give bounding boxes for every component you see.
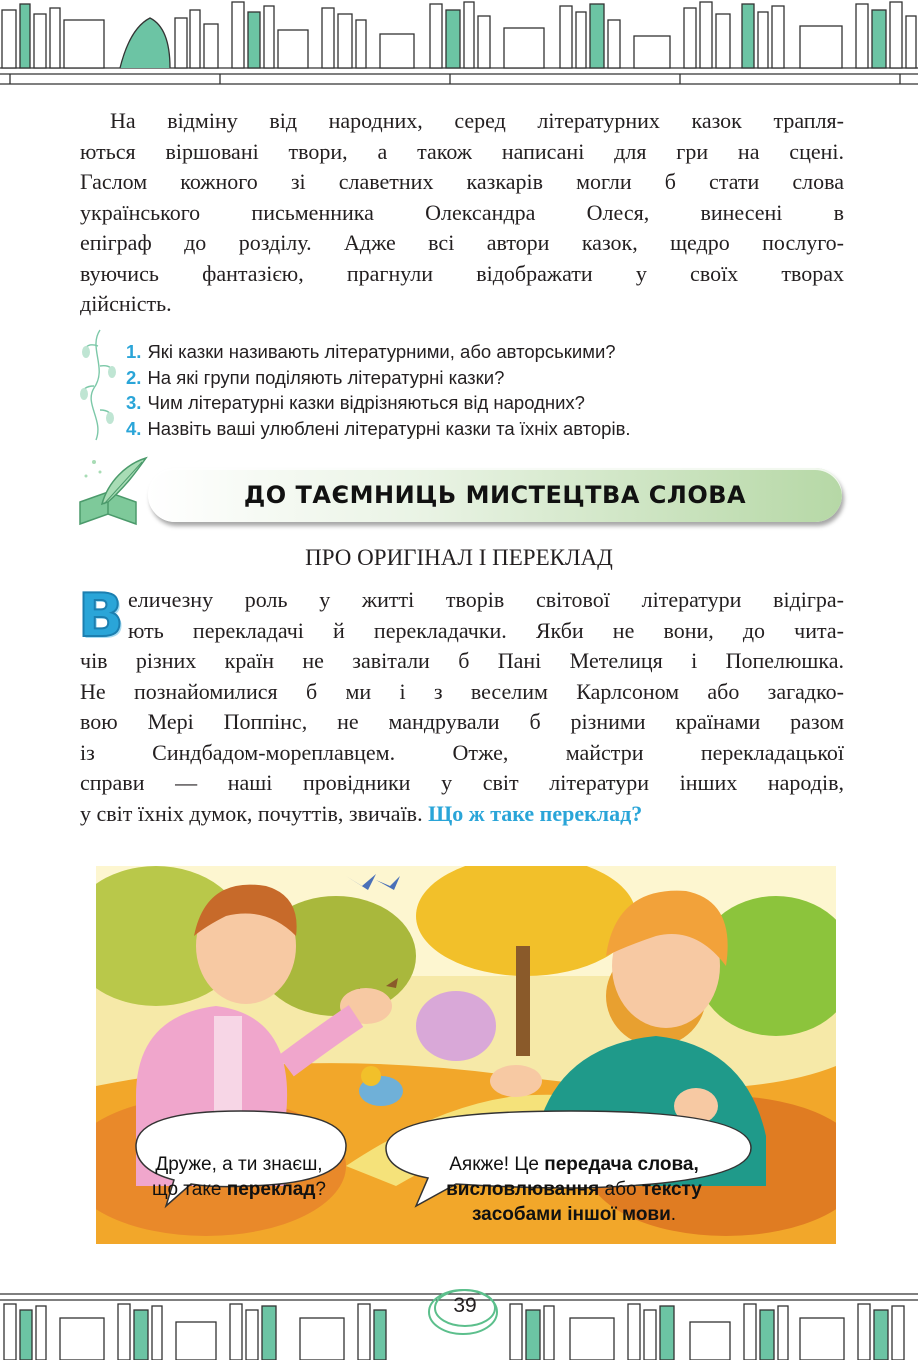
- bubble-text: .: [670, 1204, 677, 1225]
- question-item: [126, 416, 631, 442]
- text-plain: у світ їхніх думок, почуттів, звичаїв.: [80, 800, 429, 826]
- text-line: із Синдбадом-мореплавцем. Отже, майстри перекладацької: [80, 739, 844, 765]
- text-line: епіграф до розділу. Адже всі автори казок, щедро послуго-: [80, 230, 844, 255]
- speech-bubble-left: [132, 1152, 346, 1202]
- text-line: еличезну роль у житті творів світової літератури відігра-: [128, 587, 844, 612]
- bubble-line: Друже, а ти знаєш,: [155, 1154, 323, 1175]
- bubble-text: Аякже! Це: [449, 1154, 545, 1175]
- bubble-line: [132, 1177, 346, 1202]
- page-number: 39: [453, 1294, 477, 1317]
- quill-book-icon: [74, 452, 152, 532]
- speech-bubble-right: [406, 1152, 742, 1227]
- question-text: На які групи поділяють літературні казки?: [147, 366, 505, 388]
- question-number: 2.: [126, 366, 142, 388]
- text-line: чів різних країн не завітали б Пані Метелиця і Попелюшка.: [80, 648, 844, 673]
- question-text: Назвіть ваші улюблені літературні казки та їхніх авторів.: [147, 417, 631, 439]
- intro-paragraph: [80, 106, 844, 320]
- question-number: 4.: [126, 417, 142, 439]
- drop-cap: В: [78, 581, 124, 651]
- bubble-bold-text: переклад: [226, 1179, 316, 1200]
- bubble-bold-text: висловлювання: [446, 1179, 600, 1200]
- text-line: [80, 799, 844, 830]
- text-line: справи — наші провідники у світ літератури інших народів,: [80, 770, 844, 795]
- bubble-bold-text: тексту: [641, 1179, 702, 1200]
- text-line: дійсність.: [80, 291, 172, 316]
- top-bookshelf-decoration: [0, 0, 918, 92]
- question-text: Чим літературні казки відрізняються від народних?: [147, 392, 585, 413]
- text-line: вуючись фантазією, прагнули відображати у своїх творах: [80, 260, 844, 286]
- questions-list: [126, 339, 631, 441]
- bookshelf-illustration: [0, 0, 918, 92]
- highlighted-question: Що ж таке переклад?: [428, 800, 643, 826]
- question-item: [126, 339, 631, 365]
- text-line: Не познайомилися б ми і з веселим Карлсоном або загадко-: [80, 678, 844, 704]
- text-line: вою Мері Поппінс, не мандрували б різними країнами разом: [80, 709, 844, 734]
- main-paragraph: [78, 581, 844, 829]
- question-item: [126, 365, 631, 391]
- text-line: На відміну від народних, серед літературних казок трапля-: [110, 108, 844, 133]
- question-number: 1.: [126, 341, 142, 362]
- question-text: Які казки називають літературними, або авторськими?: [147, 341, 616, 362]
- vine-ornament-icon: [78, 328, 118, 443]
- section-banner: [148, 468, 842, 522]
- bubble-bold-text: засобами іншої мови: [471, 1204, 671, 1225]
- text-line: ються віршовані твори, а також написані для гри на сцені.: [80, 138, 844, 164]
- bubble-text: або: [599, 1179, 642, 1200]
- bubble-line: [406, 1152, 742, 1177]
- bubble-line: [406, 1202, 742, 1227]
- text-line: Гаслом кожного зі славетних казкарів могли б стати слова: [80, 169, 844, 194]
- bubble-line: [406, 1177, 742, 1202]
- question-number: 3.: [126, 392, 142, 413]
- bubble-bold-text: передача слова,: [544, 1154, 699, 1175]
- bubble-text: що таке: [152, 1179, 227, 1200]
- question-item: [126, 390, 631, 416]
- text-line: українського письменника Олександра Олеся, винесені в: [80, 199, 844, 225]
- bubble-text: ?: [315, 1179, 326, 1200]
- banner-title: ДО ТАЄМНИЦЬ МИСТЕЦТВА СЛОВА: [243, 481, 747, 509]
- section-title: ПРО ОРИГІНАЛ І ПЕРЕКЛАД: [305, 545, 613, 570]
- text-line: ють перекладачі й перекладачки. Якби не вони, до чита-: [128, 617, 844, 643]
